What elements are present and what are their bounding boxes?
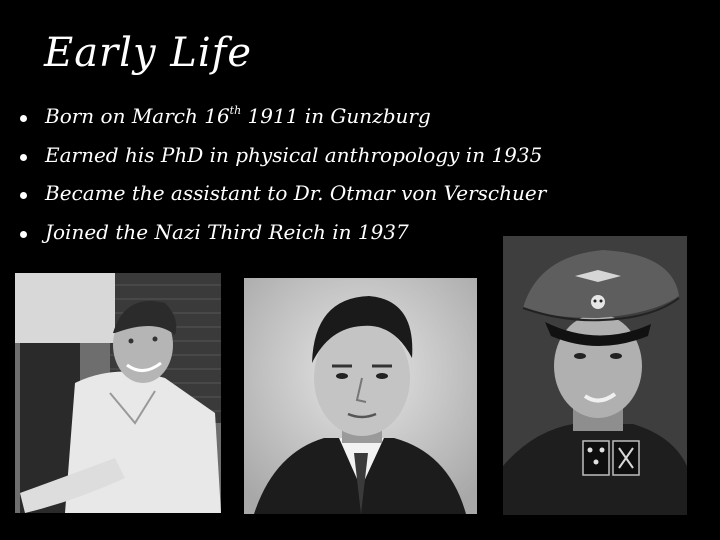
bullet-superscript: th [229,104,242,117]
portrait-young-man-suit-icon [244,278,477,514]
bullet-text-main: Born on March 16 [45,104,230,128]
bullet-text: Joined the Nazi Third Reich in 1937 [45,219,409,244]
photo-center [244,278,477,514]
photo-left [15,273,221,513]
bullet-point-icon [20,231,27,238]
bullet-item [20,143,700,182]
slide-title: Early Life [44,30,253,76]
portrait-man-military-uniform-icon [503,236,687,515]
bullet-text [45,104,431,128]
bullet-text: Earned his PhD in physical anthropology in 1935 [45,142,543,167]
bullet-point-icon [20,154,27,161]
bullet-text: Became the assistant to Dr. Otmar von Verschuer [45,181,547,205]
photo-right [503,236,687,515]
bullet-point-icon [20,192,27,199]
bullet-item [20,181,700,220]
bullet-list [20,104,700,258]
bullet-point-icon [20,115,27,122]
bullet-item [20,104,700,143]
portrait-smiling-man-white-shirt-icon [15,273,221,513]
bullet-text-rest: 1911 in Gunzburg [241,104,431,128]
